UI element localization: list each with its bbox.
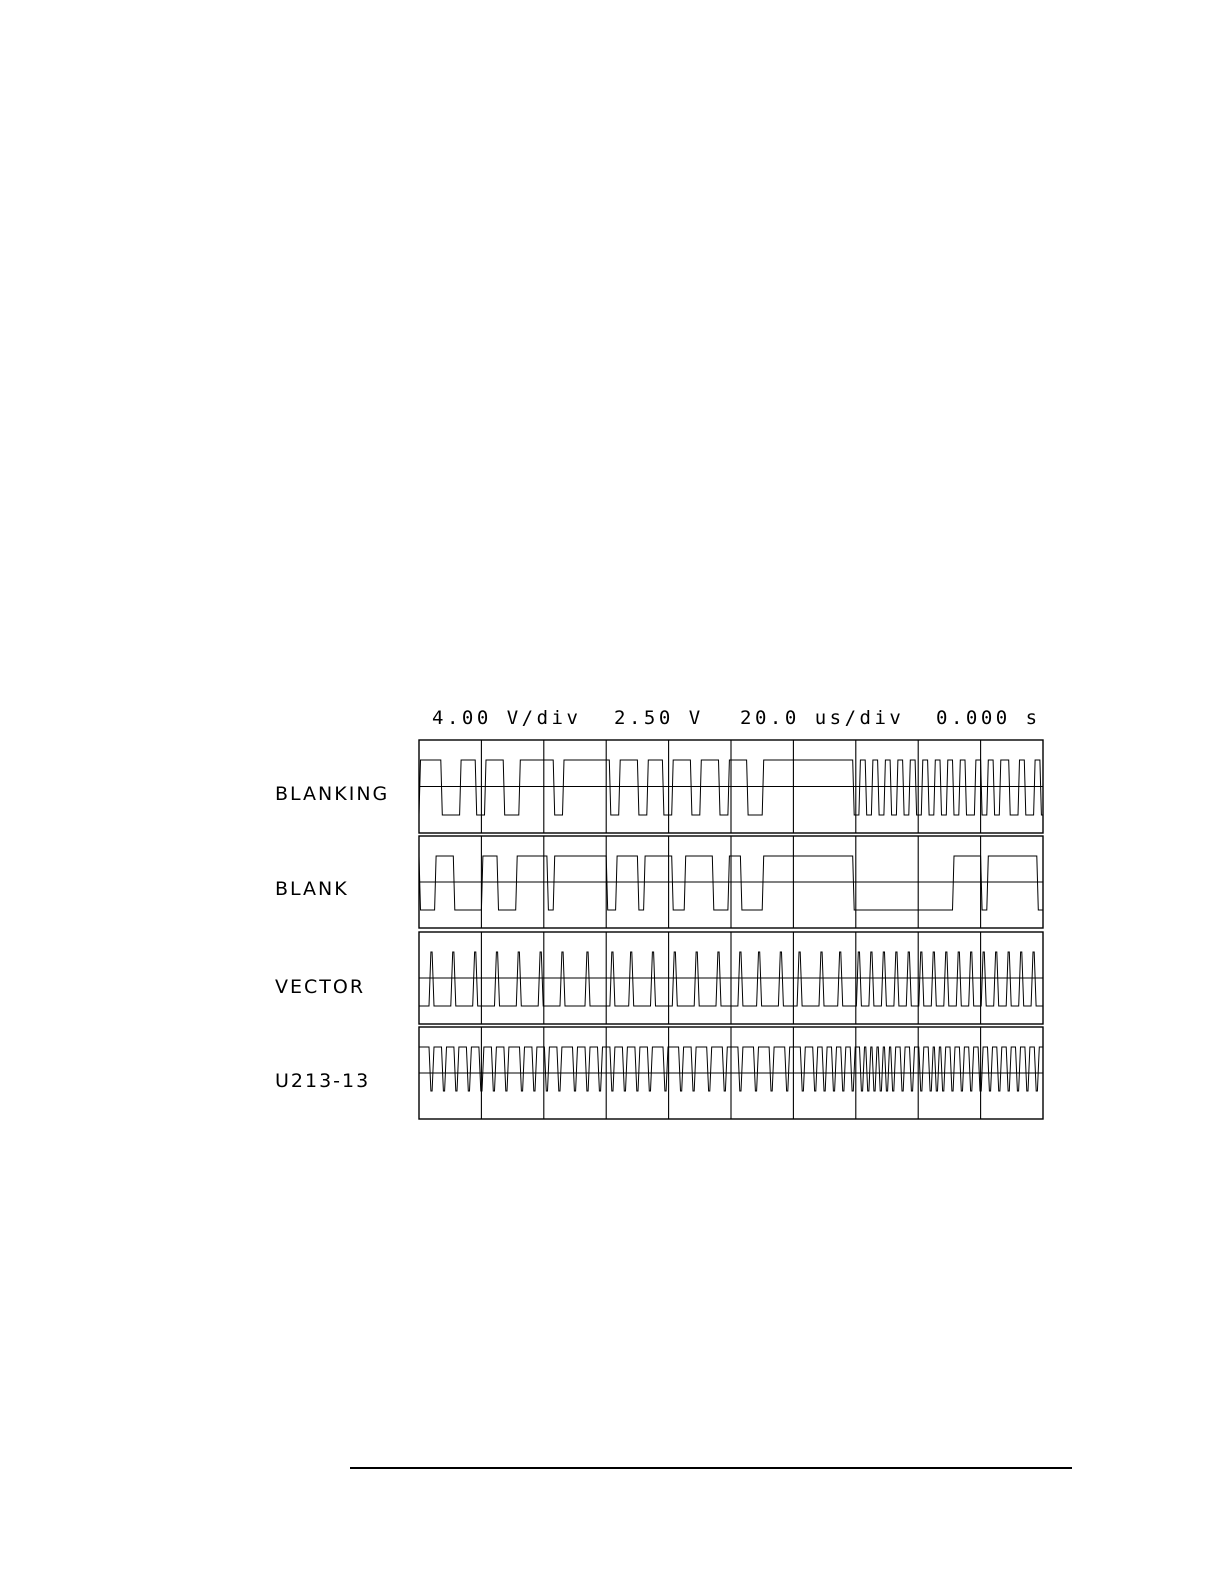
footer-rule [350, 1467, 1072, 1469]
time-per-div-readout: 20.0 us/div [740, 707, 905, 729]
volts-per-div-readout: 4.00 V/div [432, 707, 582, 729]
offset-readout: 2.50 V [614, 707, 704, 729]
delay-readout: 0.000 s [936, 707, 1041, 729]
channel-label-u213-13: U213-13 [275, 1070, 371, 1092]
channel-label-blanking: BLANKING [275, 783, 390, 805]
channel-label-blank: BLANK [275, 878, 349, 900]
scope-grid [419, 740, 1043, 1119]
channel-label-vector: VECTOR [275, 976, 366, 998]
